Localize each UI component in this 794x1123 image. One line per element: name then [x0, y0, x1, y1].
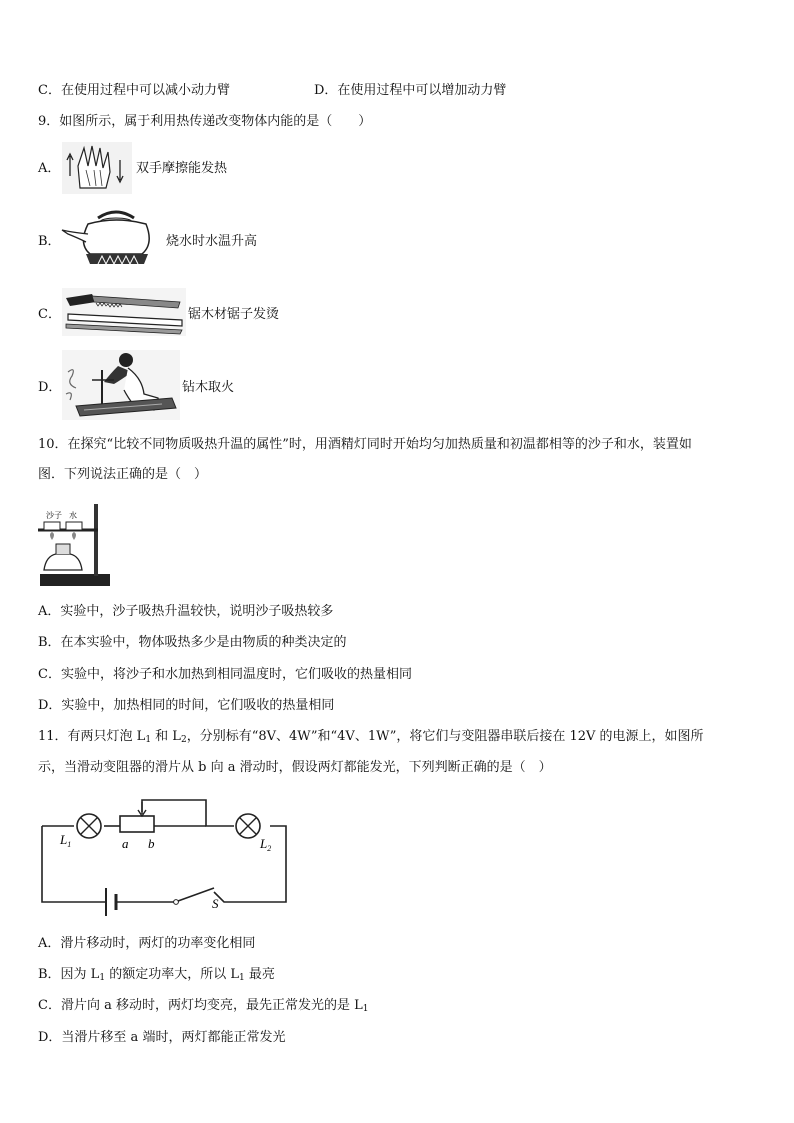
q10-stem-line1: 10．在探究“比较不同物质吸热升温的属性”时，用酒精灯同时开始均匀加热质量和初温都相等的沙子和水，装置如: [38, 437, 692, 452]
q9-option-b-caption: 烧水时水温升高: [166, 234, 258, 249]
q10-option-c: C．实验中，将沙子和水加热到相同温度时，它们吸收的热量相同: [38, 667, 412, 682]
saw-wood-illustration: [62, 288, 186, 336]
q10-stem-line2: 图．下列说法正确的是（ ）: [38, 467, 208, 482]
sand-label: 沙子: [46, 511, 62, 520]
hands-rubbing-illustration: [62, 142, 132, 194]
rheostat[interactable]: [120, 802, 154, 832]
l1-label: $L_1$: [60, 832, 72, 849]
kettle-illustration: [58, 208, 162, 270]
switch-label: S: [212, 896, 219, 911]
q8-option-c: C．在使用过程中可以减小动力臂: [38, 83, 230, 98]
heating-apparatus-illustration: [36, 500, 112, 590]
q9-option-b-letter: B．: [38, 234, 61, 249]
q10-option-b: B．在本实验中，物体吸热多少是由物质的种类决定的: [38, 635, 347, 650]
q9-option-a-letter: A．: [38, 161, 61, 176]
q11-option-d: D．当滑片移至 a 端时，两灯都能正常发光: [38, 1030, 286, 1045]
q9-option-c-letter: C．: [38, 307, 61, 322]
q10-option-a: A．实验中，沙子吸热升温较快，说明沙子吸热较多: [38, 604, 334, 619]
q9-option-c-caption: 锯木材锯子发烫: [188, 307, 280, 322]
lamp-l2: [236, 814, 260, 838]
circuit-diagram: [38, 784, 290, 924]
q9-option-d-caption: 钻木取火: [182, 380, 235, 395]
q11-option-a: A．滑片移动时，两灯的功率变化相同: [38, 936, 256, 951]
switch-s[interactable]: [174, 888, 214, 904]
l2-label: $L_2$: [260, 836, 272, 853]
q8-option-d: D．在使用过程中可以增加动力臂: [314, 83, 507, 98]
water-label: 水: [69, 511, 77, 520]
q9-option-d-letter: D．: [38, 380, 62, 395]
lamp-l1: [77, 814, 101, 838]
q9-stem: 9．如图所示，属于利用热传递改变物体内能的是（ ）: [38, 114, 372, 129]
drill-wood-fire-illustration: [62, 350, 180, 420]
q11-option-b: B．因为 $L_1$ 的额定功率大，所以 $L_1$ 最亮: [38, 967, 275, 983]
terminal-b-label: b: [148, 836, 155, 851]
terminal-a-label: a: [122, 836, 129, 851]
q9-option-a-caption: 双手摩擦能发热: [136, 161, 228, 176]
q11-stem-line2: 示，当滑动变阻器的滑片从 b 向 a 滑动时，假设两灯都能发光，下列判断正确的是（ ）: [38, 760, 552, 775]
battery: [104, 888, 120, 916]
q11-stem-line1: 11．有两只灯泡 $L_1$ 和 $L_2$，分别标有“8V、4W”和“4V、1W”，将它们与变阻器串联后接在 12V 的电源上，如图所: [38, 729, 704, 745]
q10-option-d: D．实验中，加热相同的时间，它们吸收的热量相同: [38, 698, 335, 713]
q11-option-c: C．滑片向 a 移动时，两灯均变亮，最先正常发光的是 $L_1$: [38, 998, 369, 1014]
